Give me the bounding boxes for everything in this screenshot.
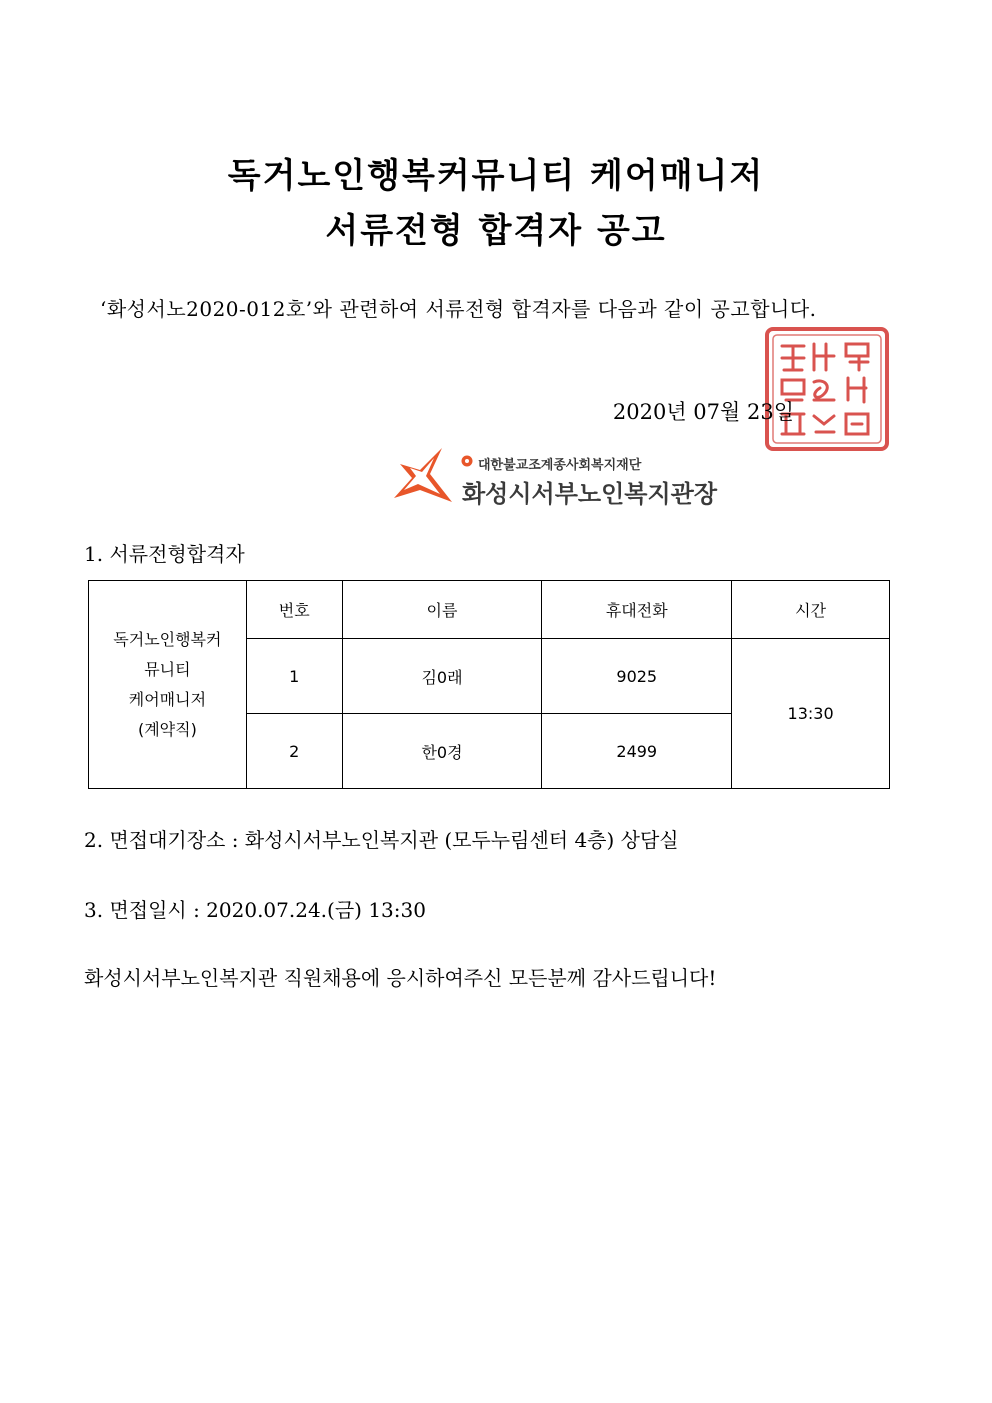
row-number: 1: [246, 639, 342, 714]
title-line-1: 독거노인행복커뮤니티 케어매니저: [227, 156, 765, 196]
category-cell: [89, 581, 247, 789]
closing-message: 화성시서부노인복지관 직원채용에 응시하여주신 모든분께 감사드립니다!: [84, 966, 717, 990]
red-official-seal-icon: [764, 326, 890, 452]
category-line: 뮤니티: [144, 659, 191, 679]
section-2-location: 2. 면접대기장소 : 화성시서부노인복지관 (모두누림센터 4층) 상담실: [84, 828, 679, 852]
interview-time-cell: 13:30: [732, 639, 890, 789]
section-1-heading: 1. 서류전형합격자: [84, 542, 245, 566]
logo-star-icon: [390, 444, 456, 508]
announcement-date: 2020년 07월 23일: [612, 400, 794, 424]
row-number: 2: [246, 714, 342, 789]
intro-paragraph: ‘화성서노2020-012호’와 관련하여 서류전형 합격자를 다음과 같이 공고합니다.: [100, 297, 817, 321]
header-number: 번호: [246, 581, 342, 639]
logo-organization-name: 화성시서부노인복지관장: [462, 480, 718, 508]
title-line-2: 서류전형 합격자 공고: [325, 211, 667, 251]
header-phone: 휴대전화: [542, 581, 732, 639]
organization-logo: [390, 444, 730, 508]
row-name: 김0래: [342, 639, 542, 714]
category-line: (계약직): [137, 719, 197, 739]
passed-applicants-table: [88, 580, 890, 789]
category-line: 케어매니저: [128, 689, 207, 709]
row-phone: 9025: [542, 639, 732, 714]
header-name: 이름: [342, 581, 542, 639]
logo-foundation-name: 대한불교조계종사회복지재단: [478, 458, 642, 473]
header-time: 시간: [732, 581, 890, 639]
row-phone: 2499: [542, 714, 732, 789]
row-name: 한0경: [342, 714, 542, 789]
dharma-wheel-icon: [461, 455, 473, 467]
table-header-row: [89, 581, 890, 639]
section-3-datetime: 3. 면접일시 : 2020.07.24.(금) 13:30: [84, 898, 426, 922]
category-line: 독거노인행복커: [113, 629, 222, 649]
